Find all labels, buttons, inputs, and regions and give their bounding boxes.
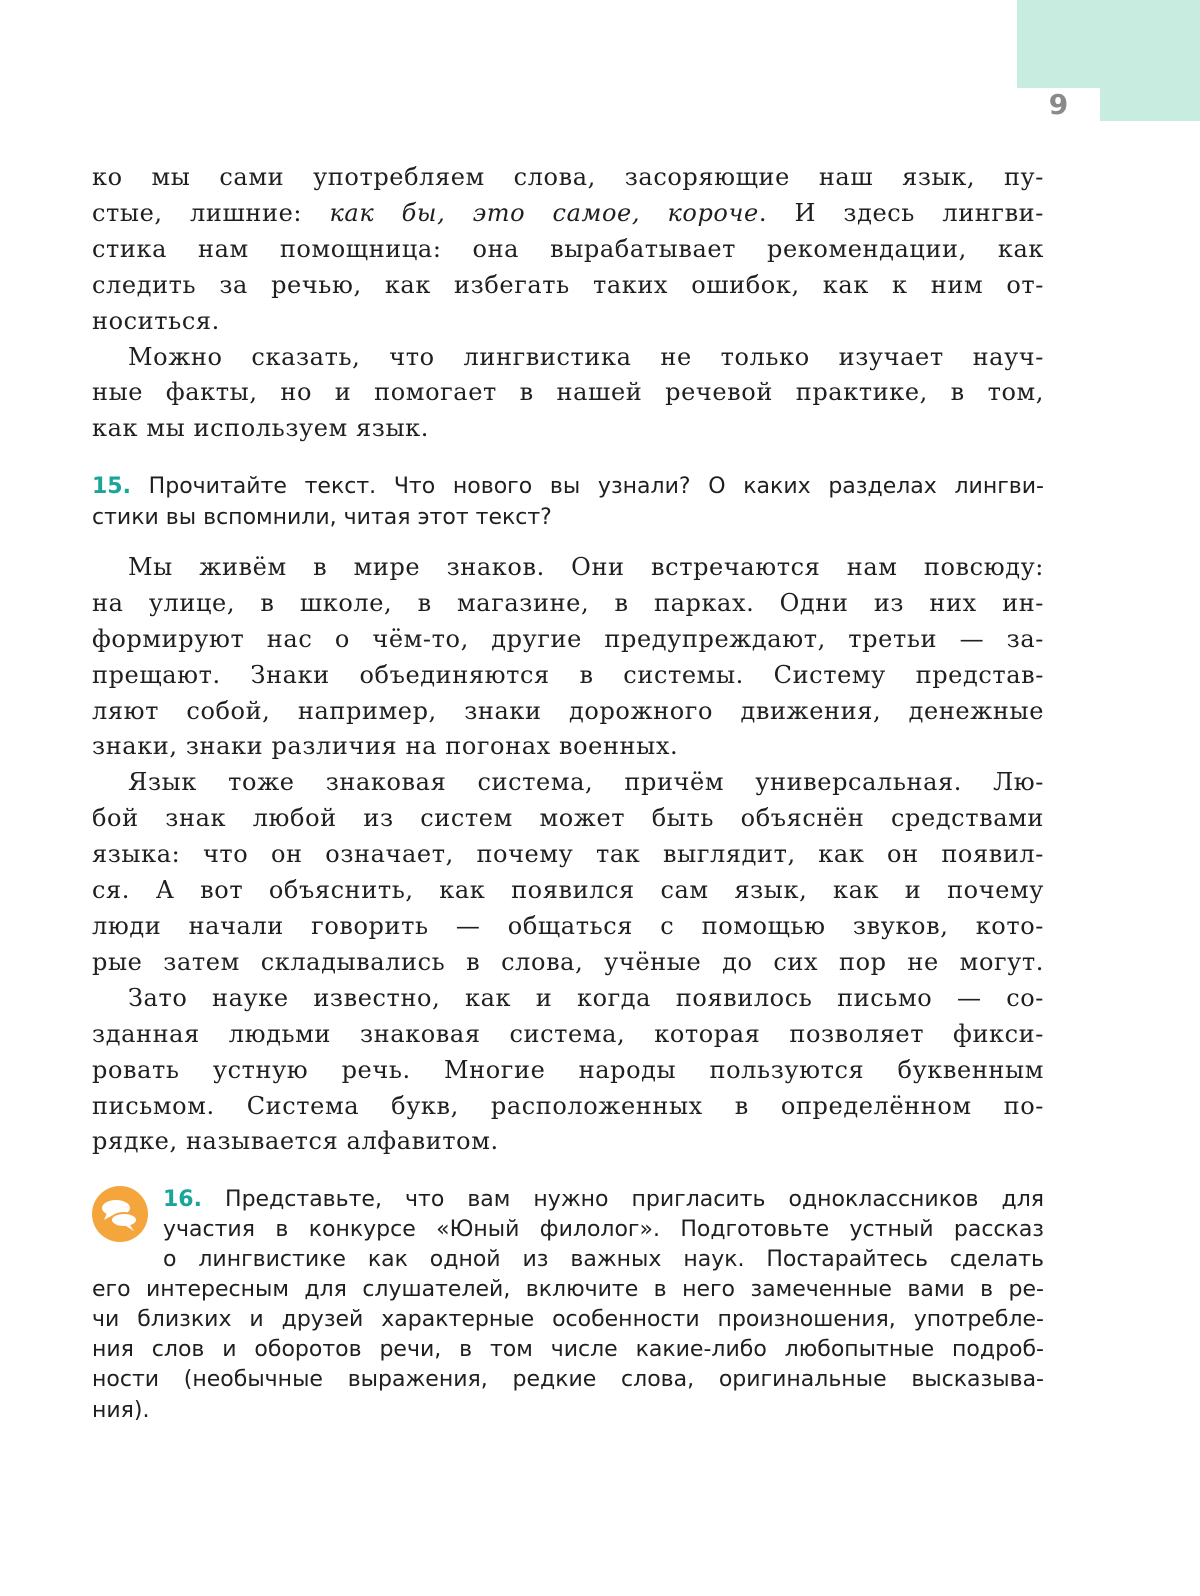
exercise-16-line: участия в конкурсе «Юный филолог». Подготовьте устный рассказ	[163, 1217, 1044, 1242]
text-line: ные факты, но и помогает в нашей речевой практике, в том,	[92, 378, 1044, 406]
text-line: бой знак любой из систем может быть объяснён средствами	[92, 804, 1044, 832]
text-line: прещают. Знаки объединяются в системы. Систему представ-	[92, 661, 1044, 689]
text-line: письмом. Система букв, расположенных в определённом по-	[92, 1092, 1044, 1120]
exercise-16-line: его интересным для слушателей, включите в него замеченные вами в ре-	[92, 1277, 1044, 1302]
exercise-15-line: стики вы вспомнили, читая этот текст?	[92, 505, 552, 530]
text-line: зданная людьми знаковая система, которая позволяет фикси-	[92, 1020, 1044, 1048]
text-line: Мы живём в мире знаков. Они встречаются нам повсюду:	[128, 553, 1044, 581]
exercise-text: Представьте, что вам нужно пригласить одноклассников для	[201, 1187, 1044, 1212]
exercise-number: 15.	[92, 474, 131, 499]
page-number: 9	[1048, 88, 1069, 121]
exercise-16-line: чи близких и друзей характерные особенности произношения, употребле-	[92, 1307, 1044, 1332]
speech-bubbles-icon	[92, 1186, 148, 1242]
text-line: ровать устную речь. Многие народы пользуются буквенным	[92, 1056, 1044, 1084]
exercise-16-line: ности (необычные выражения, редкие слова, оригинальные высказыва-	[92, 1367, 1044, 1392]
italic-examples: как бы, это самое, короче	[329, 199, 759, 227]
text-line: языка: что он означает, почему так выглядит, как он появил-	[92, 840, 1044, 868]
text-line: ляют собой, например, знаки дорожного движения, денежные	[92, 697, 1044, 725]
text-line	[92, 198, 1044, 228]
text-line: ко мы сами употребляем слова, засоряющие наш язык, пу-	[92, 163, 1044, 191]
text-line: ся. А вот объяснить, как появился сам язык, как и почему	[92, 876, 1044, 904]
text-line: как мы используем язык.	[92, 414, 430, 442]
text-line: знаки, знаки различия на погонах военных.	[92, 732, 679, 760]
text-line: Язык тоже знаковая система, причём универсальная. Лю-	[128, 768, 1044, 796]
exercise-text: Прочитайте текст. Что нового вы узнали? О каких разделах лингви-	[130, 474, 1044, 499]
text-line: Зато науке известно, как и когда появилось письмо — со-	[128, 984, 1044, 1012]
text-segment: стые, лишние:	[92, 199, 330, 227]
exercise-16-line: о лингвистике как одной из важных наук. Постарайтесь сделать	[163, 1247, 1044, 1272]
text-line: рядке, называется алфавитом.	[92, 1127, 499, 1155]
text-line: следить за речью, как избегать таких ошибок, как к ним от-	[92, 271, 1044, 299]
exercise-16-line: ния слов и оборотов речи, в том числе какие-либо любопытные подроб-	[92, 1337, 1044, 1362]
text-line: носиться.	[92, 307, 220, 335]
text-segment: . И здесь лингви-	[758, 199, 1044, 227]
exercise-16-line: ния).	[92, 1398, 150, 1423]
exercise-number: 16.	[163, 1187, 202, 1212]
exercise-15-line	[92, 473, 1044, 501]
text-line: на улице, в школе, в магазине, в парках. Одни из них ин-	[92, 589, 1044, 617]
text-line: люди начали говорить — общаться с помощью звуков, кото-	[92, 912, 1044, 940]
exercise-16-line	[163, 1186, 1044, 1214]
text-line: рые затем складывались в слова, учёные до сих пор не могут.	[92, 948, 1044, 976]
text-line: стика нам помощница: она вырабатывает рекомендации, как	[92, 235, 1044, 263]
text-line: Можно сказать, что лингвистика не только изучает науч-	[128, 343, 1044, 371]
text-line: формируют нас о чём-то, другие предупреждают, третьи — за-	[92, 625, 1044, 653]
